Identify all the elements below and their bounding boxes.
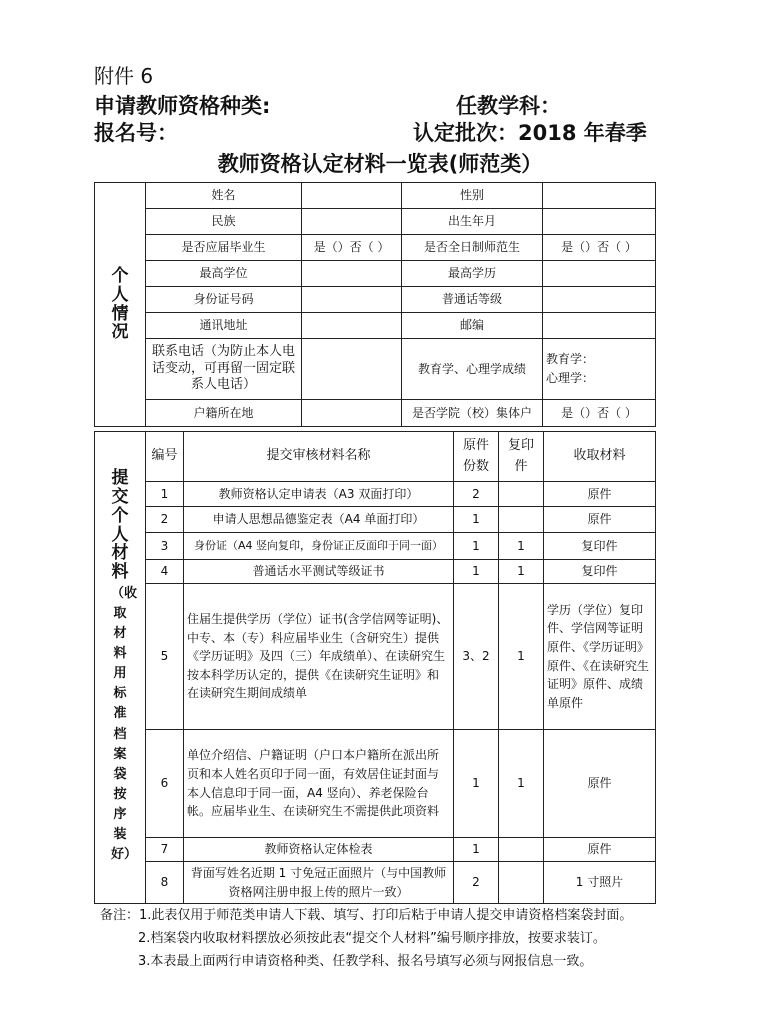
row-name: 教师资格认定申请表（A3 双面打印） xyxy=(184,482,454,507)
table-row xyxy=(95,838,656,862)
putonghua-label: 普通话等级 xyxy=(402,287,543,313)
row-copy: 1 xyxy=(499,730,544,838)
page-title: 教师资格认定材料一览表(师范类） xyxy=(217,152,543,176)
row-name: 单位介绍信、户籍证明（户口本户籍所在派出所页和本人姓名页印于同一面，有效居住证封面与本人信息印于同一面，A4 竖向）、养老保险台帐。应届毕业生、在读研究生不需提供此项资料 xyxy=(184,730,454,838)
postcode-label: 邮编 xyxy=(402,313,543,339)
row-no: 1 xyxy=(146,482,184,507)
hukou-label: 户籍所在地 xyxy=(146,400,302,427)
row-copy xyxy=(499,862,544,904)
row-no: 3 xyxy=(146,533,184,560)
birth-field[interactable] xyxy=(543,209,656,235)
row-original: 2 xyxy=(454,862,499,904)
row-name: 背面写姓名近期 1 寸免冠正面照片（与中国教师资格网注册申报上传的照片一致） xyxy=(184,862,454,904)
highest-edu-field[interactable] xyxy=(543,261,656,287)
row-original: 1 xyxy=(454,533,499,560)
row-copy: 1 xyxy=(499,584,544,730)
hukou-field[interactable] xyxy=(302,400,402,427)
edu-psych-label: 教育学、心理学成绩 xyxy=(402,339,543,400)
registration-number-label: 报名号： xyxy=(94,121,178,145)
row-collect: 复印件 xyxy=(544,533,656,560)
row-collect: 复印件 xyxy=(544,560,656,584)
note-1: 备注：1.此表仅用于师范类申请人下载、填写、打印后粘于申请人提交申请资格档案袋封面。 xyxy=(100,908,633,923)
name-label: 姓名 xyxy=(146,183,302,209)
row-name: 申请人思想品德鉴定表（A4 单面打印） xyxy=(184,507,454,533)
row-no: 7 xyxy=(146,838,184,862)
highest-degree-label: 最高学位 xyxy=(146,261,302,287)
row-name: 普通话水平测试等级证书 xyxy=(184,560,454,584)
graduate-label: 是否应届毕业生 xyxy=(146,235,302,261)
edu-psych-scores[interactable] xyxy=(543,339,656,400)
materials-table xyxy=(94,431,656,904)
birth-label: 出生年月 xyxy=(402,209,543,235)
row-original: 1 xyxy=(454,730,499,838)
collective-label: 是否学院（校）集体户 xyxy=(402,400,543,427)
address-field[interactable] xyxy=(302,313,402,339)
table-row xyxy=(95,560,656,584)
psych-score-label: 心理学： xyxy=(546,371,595,385)
certification-batch-label: 认定批次：2018 年春季 xyxy=(413,121,647,145)
materials-section-label: 提交个人材料 （收取材料用标准档案袋按序装好） xyxy=(95,432,146,904)
row-name: 教师资格认定体检表 xyxy=(184,838,454,862)
address-label: 通讯地址 xyxy=(146,313,302,339)
fulltime-choice[interactable]: 是（）否（ ） xyxy=(543,235,656,261)
highest-degree-field[interactable] xyxy=(302,261,402,287)
phone-label: 联系电话（为防止本人电话变动，可再留一固定联系人电话） xyxy=(146,339,302,400)
row-copy xyxy=(499,482,544,507)
header-name: 提交审核材料名称 xyxy=(184,432,454,482)
table-row xyxy=(95,533,656,560)
name-field[interactable] xyxy=(302,183,402,209)
table-row xyxy=(95,730,656,838)
row-original: 1 xyxy=(454,560,499,584)
row-collect: 原件 xyxy=(544,730,656,838)
row-collect: 学历（学位）复印件、学信网等证明原件、《学历证明》原件、《在读研究生证明》原件、成绩单原件 xyxy=(544,584,656,730)
personal-section-label: 个人情况 xyxy=(95,183,146,427)
table-row xyxy=(95,507,656,533)
header-original: 原件份数 xyxy=(454,432,499,482)
row-no: 4 xyxy=(146,560,184,584)
fulltime-label: 是否全日制师范生 xyxy=(402,235,543,261)
row-no: 6 xyxy=(146,730,184,838)
row-name: 住届生提供学历（学位）证书(含学信网等证明)、中专、本（专）科应届毕业生（含研究生）提供《学历证明》及四（三）年成绩单）、在读研究生按本科学历认定的，提供《在读研究生证明》和在读研究生期间成绩单 xyxy=(184,584,454,730)
id-number-label: 身份证号码 xyxy=(146,287,302,313)
table-row xyxy=(95,862,656,904)
ethnicity-field[interactable] xyxy=(302,209,402,235)
row-collect: 原件 xyxy=(544,507,656,533)
ethnicity-label: 民族 xyxy=(146,209,302,235)
row-no: 8 xyxy=(146,862,184,904)
header-collect: 收取材料 xyxy=(544,432,656,482)
personal-info-table xyxy=(94,182,656,427)
id-number-field[interactable] xyxy=(302,287,402,313)
row-copy xyxy=(499,507,544,533)
row-name: 身份证（A4 竖向复印，身份证正反面印于同一面） xyxy=(184,533,454,560)
row-no: 5 xyxy=(146,584,184,730)
row-original: 2 xyxy=(454,482,499,507)
materials-section-note: （收取材料用标准档案袋按序装好） xyxy=(111,585,138,863)
graduate-choice[interactable]: 是（）否（ ） xyxy=(302,235,402,261)
putonghua-field[interactable] xyxy=(543,287,656,313)
row-original: 1 xyxy=(454,507,499,533)
notes xyxy=(100,904,632,973)
header-copy: 复印件 xyxy=(499,432,544,482)
subject-label: 任教学科： xyxy=(456,94,561,118)
gender-field[interactable] xyxy=(543,183,656,209)
row-no: 2 xyxy=(146,507,184,533)
phone-field[interactable] xyxy=(302,339,402,400)
header-no: 编号 xyxy=(146,432,184,482)
table-row xyxy=(95,482,656,507)
row-collect: 原件 xyxy=(544,838,656,862)
row-copy: 1 xyxy=(499,533,544,560)
row-copy: 1 xyxy=(499,560,544,584)
highest-edu-label: 最高学历 xyxy=(402,261,543,287)
gender-label: 性别 xyxy=(402,183,543,209)
collective-choice[interactable]: 是（）否（ ） xyxy=(543,400,656,427)
row-collect: 1 寸照片 xyxy=(544,862,656,904)
note-2: 2.档案袋内收取材料摆放必须按此表“提交个人材料”编号顺序排放，按要求装订。 xyxy=(138,931,606,946)
edu-score-label: 教育学： xyxy=(546,352,595,367)
row-original: 1 xyxy=(454,838,499,862)
annex-label: 附件 6 xyxy=(94,64,154,88)
postcode-field[interactable] xyxy=(543,313,656,339)
row-collect: 原件 xyxy=(544,482,656,507)
note-3: 3.本表最上面两行申请资格种类、任教学科、报名号填写必须与网报信息一致。 xyxy=(138,954,593,969)
row-original: 3、2 xyxy=(454,584,499,730)
teacher-qualification-type-label: 申请教师资格种类: xyxy=(94,94,271,118)
row-copy xyxy=(499,838,544,862)
table-row xyxy=(95,584,656,730)
